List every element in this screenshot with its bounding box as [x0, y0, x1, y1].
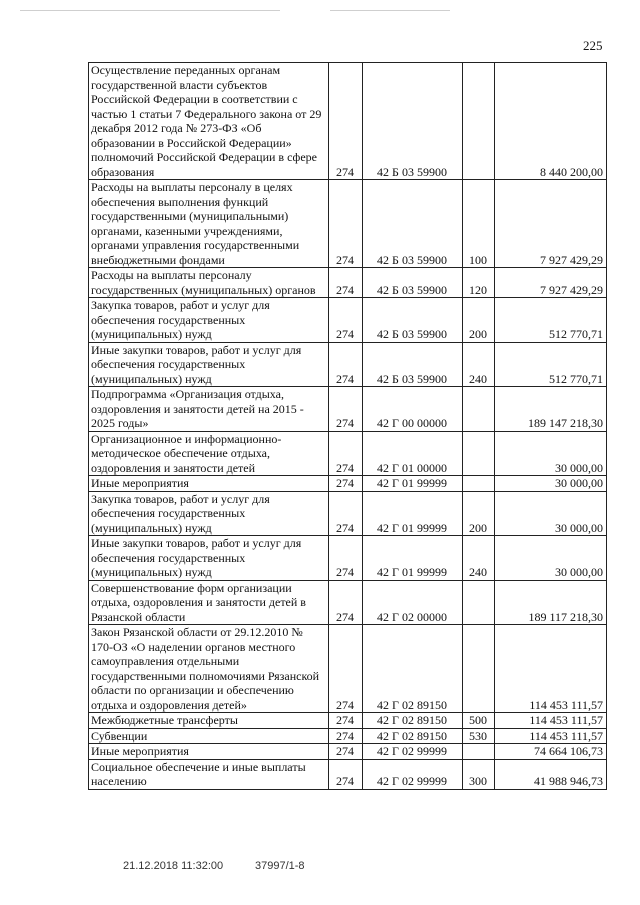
expense-type-cell: 120	[463, 268, 495, 298]
amount-cell: 7 927 429,29	[495, 268, 607, 298]
org-code-cell: 274	[329, 476, 363, 492]
amount-cell: 30 000,00	[495, 431, 607, 476]
org-code-cell: 274	[329, 580, 363, 625]
expense-type-cell	[463, 387, 495, 432]
org-code-cell: 274	[329, 63, 363, 180]
amount-cell: 30 000,00	[495, 536, 607, 581]
expense-name-cell: Расходы на выплаты персоналу государственных (муниципальных) органов	[89, 268, 329, 298]
amount-cell: 7 927 429,29	[495, 180, 607, 268]
expense-type-cell: 200	[463, 298, 495, 343]
amount-cell: 189 147 218,30	[495, 387, 607, 432]
target-article-cell: 42 Б 03 59900	[363, 342, 463, 387]
target-article-cell: 42 Г 01 99999	[363, 491, 463, 536]
expense-type-cell: 240	[463, 536, 495, 581]
target-article-cell: 42 Б 03 59900	[363, 298, 463, 343]
expense-type-cell	[463, 476, 495, 492]
target-article-cell: 42 Г 01 99999	[363, 536, 463, 581]
target-article-cell: 42 Г 01 99999	[363, 476, 463, 492]
expense-name-cell: Совершенствование форм организации отдыха, оздоровления и занятости детей в Рязанской области	[89, 580, 329, 625]
org-code-cell: 274	[329, 298, 363, 343]
table-row	[89, 759, 607, 789]
table-row	[89, 63, 607, 180]
target-article-cell: 42 Г 02 00000	[363, 580, 463, 625]
org-code-cell: 274	[329, 268, 363, 298]
org-code-cell: 274	[329, 728, 363, 744]
table-row	[89, 713, 607, 729]
org-code-cell: 274	[329, 491, 363, 536]
expense-name-cell: Иные мероприятия	[89, 476, 329, 492]
table-row	[89, 298, 607, 343]
amount-cell: 8 440 200,00	[495, 63, 607, 180]
footer-timestamp: 21.12.2018 11:32:00	[123, 860, 224, 872]
budget-table	[88, 62, 607, 790]
amount-cell: 512 770,71	[495, 342, 607, 387]
expense-type-cell: 200	[463, 491, 495, 536]
expense-name-cell: Закон Рязанской области от 29.12.2010 № 170-ОЗ «О наделении органов местного самоуправления отдельными государственными полномочиями Рязанской области по организации и обеспечению отдыха и оздоровления детей»	[89, 625, 329, 713]
expense-name-cell: Социальное обеспечение и иные выплаты населению	[89, 759, 329, 789]
expense-name-cell: Иные закупки товаров, работ и услуг для обеспечения государственных (муниципальных) нужд	[89, 342, 329, 387]
expense-name-cell: Подпрограмма «Организация отдыха, оздоровления и занятости детей на 2015 - 2025 годы»	[89, 387, 329, 432]
org-code-cell: 274	[329, 387, 363, 432]
target-article-cell: 42 Г 01 00000	[363, 431, 463, 476]
expense-name-cell: Межбюджетные трансферты	[89, 713, 329, 729]
amount-cell: 114 453 111,57	[495, 713, 607, 729]
amount-cell: 30 000,00	[495, 476, 607, 492]
table-row	[89, 744, 607, 760]
budget-table-body	[89, 63, 607, 790]
expense-type-cell	[463, 580, 495, 625]
scan-artifact-top-right	[330, 10, 450, 11]
org-code-cell: 274	[329, 431, 363, 476]
target-article-cell: 42 Б 03 59900	[363, 180, 463, 268]
expense-type-cell: 240	[463, 342, 495, 387]
amount-cell: 512 770,71	[495, 298, 607, 343]
target-article-cell: 42 Г 02 89150	[363, 625, 463, 713]
table-row	[89, 476, 607, 492]
table-row	[89, 431, 607, 476]
table-row	[89, 625, 607, 713]
expense-name-cell: Иные закупки товаров, работ и услуг для обеспечения государственных (муниципальных) нужд	[89, 536, 329, 581]
table-row	[89, 728, 607, 744]
org-code-cell: 274	[329, 744, 363, 760]
expense-type-cell	[463, 625, 495, 713]
expense-type-cell	[463, 63, 495, 180]
expense-name-cell: Иные мероприятия	[89, 744, 329, 760]
target-article-cell: 42 Г 02 99999	[363, 744, 463, 760]
expense-name-cell: Расходы на выплаты персоналу в целях обеспечения выполнения функций государственными (муниципальными) органами, казенными учреждениями, органами управления государственными внебюджетными фондами	[89, 180, 329, 268]
expense-type-cell: 530	[463, 728, 495, 744]
table-row	[89, 491, 607, 536]
scan-artifact-top	[20, 10, 280, 11]
expense-name-cell: Закупка товаров, работ и услуг для обеспечения государственных (муниципальных) нужд	[89, 491, 329, 536]
expense-name-cell: Осуществление переданных органам государственной власти субъектов Российской Федерации в соответствии с частью 1 статьи 7 Федерального закона от 29 декабря 2012 года № 273-ФЗ «Об образовании в Российской Федерации» полномочий Российской Федерации в сфере образования	[89, 63, 329, 180]
amount-cell: 30 000,00	[495, 491, 607, 536]
org-code-cell: 274	[329, 713, 363, 729]
amount-cell: 114 453 111,57	[495, 728, 607, 744]
org-code-cell: 274	[329, 342, 363, 387]
target-article-cell: 42 Г 00 00000	[363, 387, 463, 432]
table-row	[89, 387, 607, 432]
table-row	[89, 342, 607, 387]
target-article-cell: 42 Г 02 99999	[363, 759, 463, 789]
expense-name-cell: Организационное и информационно-методическое обеспечение отдыха, оздоровления и занятости детей	[89, 431, 329, 476]
expense-name-cell: Закупка товаров, работ и услуг для обеспечения государственных (муниципальных) нужд	[89, 298, 329, 343]
expense-type-cell: 500	[463, 713, 495, 729]
table-row	[89, 268, 607, 298]
table-row	[89, 180, 607, 268]
target-article-cell: 42 Г 02 89150	[363, 713, 463, 729]
expense-type-cell	[463, 431, 495, 476]
target-article-cell: 42 Б 03 59900	[363, 63, 463, 180]
org-code-cell: 274	[329, 536, 363, 581]
table-row	[89, 580, 607, 625]
amount-cell: 74 664 106,73	[495, 744, 607, 760]
expense-type-cell: 100	[463, 180, 495, 268]
target-article-cell: 42 Б 03 59900	[363, 268, 463, 298]
target-article-cell: 42 Г 02 89150	[363, 728, 463, 744]
org-code-cell: 274	[329, 180, 363, 268]
org-code-cell: 274	[329, 759, 363, 789]
page-number: 225	[583, 38, 603, 53]
amount-cell: 41 988 946,73	[495, 759, 607, 789]
footer-document-id: 37997/1-8	[255, 860, 305, 872]
org-code-cell: 274	[329, 625, 363, 713]
expense-type-cell	[463, 744, 495, 760]
amount-cell: 189 117 218,30	[495, 580, 607, 625]
expense-name-cell: Субвенции	[89, 728, 329, 744]
expense-type-cell: 300	[463, 759, 495, 789]
table-row	[89, 536, 607, 581]
amount-cell: 114 453 111,57	[495, 625, 607, 713]
